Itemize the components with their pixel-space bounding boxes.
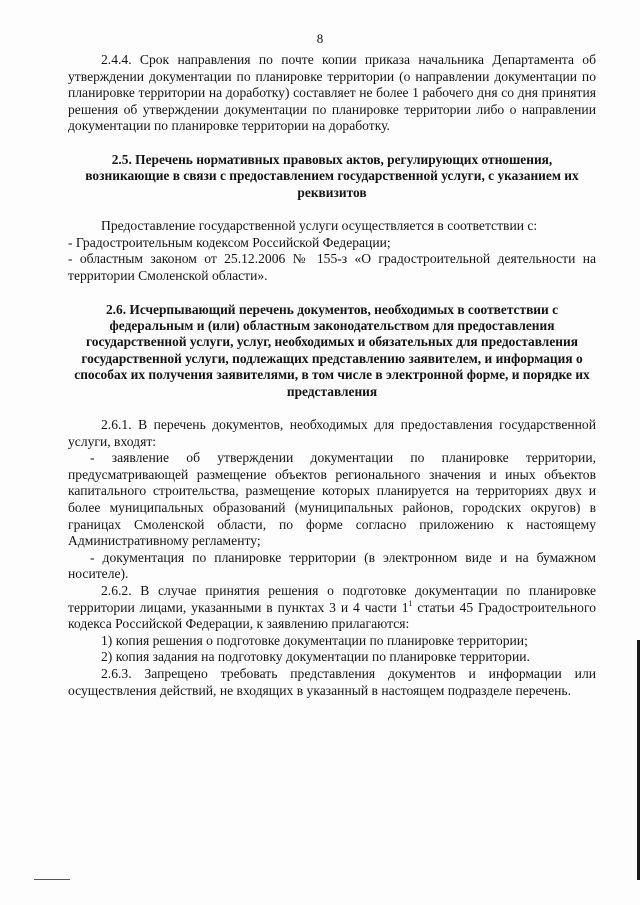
section-heading-2-6: 2.6. Исчерпывающий перечень документов, необходимых в соответствии с федеральным и (или) областным законодательством для предоставления государственной услуги, услуг, необходимых и обязательных для предоставления государственной услуги, подлежащих представлению заявителем, и информация о способах их получения заявителями, в том числе в электронной форме, и порядке их представления [74, 301, 590, 399]
paragraph-2-5-intro: Предоставление государственной услуги осуществляется в соответствии с: [101, 218, 538, 234]
list-item-task-copy: 2) копия задания на подготовку документации по планировке территории. [101, 649, 530, 665]
document-body [68, 52, 596, 699]
section-heading-2-5: 2.5. Перечень нормативных правовых актов, регулирующих отношения, возникающие в связи с предоставлением государственной услуги, с указанием их реквизитов [85, 151, 579, 200]
paragraph-2-6-2 [68, 583, 596, 633]
list-item-regional-law: - областным законом от 25.12.2006 № 155-з «О градостроительной деятельности на территории Смоленской области». [68, 251, 596, 283]
list-item-documentation: - документация по планировке территории (в электронном виде и на бумажном носителе). [68, 549, 596, 582]
page-number: 8 [316, 31, 324, 46]
paragraph-2-6-2-text-a: 2.6.2. В случае принятия решения о подготовке документации по планировке территории лицами, указанными в пунктах 3 и 4 части 1 [68, 582, 596, 615]
list-item-grad-code: - Градостроительным кодексом Российской Федерации; [68, 234, 391, 250]
list-item-application: - заявление об утверждении документации по планировке территории, предусматривающей размещение объектов регионального значения и иных объектов капитального строительства, размещение которых планируется на территориях двух и более муниципальных образований (муниципальных районов, городских округов) в границах Смоленской области, по форме согласно приложению к настоящему Административному регламенту; [68, 450, 596, 549]
list-item-decision-copy: 1) копия решения о подготовке документации по планировке территории; [101, 632, 528, 648]
paragraph-2-6-1: 2.6.1. В перечень документов, необходимых для предоставления государственной услуги, входят: [68, 417, 596, 449]
paragraph-2-6-3: 2.6.3. Запрещено требовать представления документов и информации или осуществления действий, не входящих в указанный в настоящем подразделе перечень. [68, 665, 596, 698]
paragraph-2-6-2-text-b: статьи 45 Градостроительного кодекса Российской Федерации, к заявлению прилагаются: [68, 599, 596, 632]
superscript-1: 1 [408, 598, 413, 608]
paragraph-2-4-4: 2.4.4. Срок направления по почте копии приказа начальника Департамента об утверждении документации по планировке территории (о направлении документации по планировке территории на доработку) составляет не более 1 рабочего дня со дня принятия решения об утверждении документации по планировке территории либо о направлении документации по планировке территории на доработку. [68, 52, 596, 134]
footer-rule [34, 879, 70, 880]
